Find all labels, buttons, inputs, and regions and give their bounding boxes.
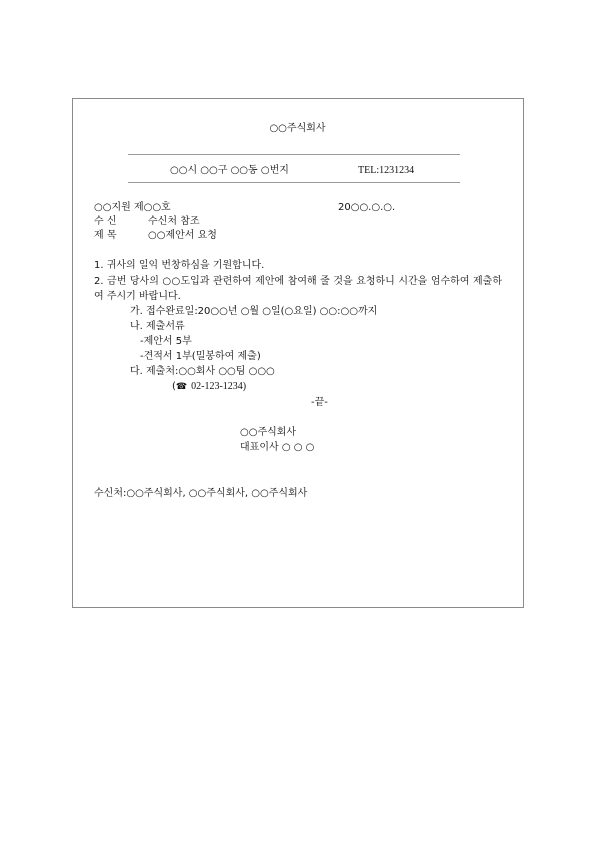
phone-number: 02-123-1234) xyxy=(191,381,247,392)
subject-value: ○○제안서 요청 xyxy=(148,230,217,241)
company-tel: TEL:1231234 xyxy=(358,165,415,176)
doc-number: ○○지원 제○○호 xyxy=(94,202,171,213)
subject-label: 제 목 xyxy=(94,230,117,241)
item-b-proposal: -제안서 5부 xyxy=(140,336,192,347)
company-title: ○○주식회사 xyxy=(269,123,326,134)
paragraph-1: 1. 귀사의 일익 번창하심을 기원합니다. xyxy=(94,260,265,271)
contact-phone xyxy=(172,381,246,393)
phone-open-paren: ( xyxy=(172,381,176,392)
company-address: ○○시 ○○구 ○○동 ○번지 xyxy=(170,165,289,176)
paragraph-2: 2. 금번 당사의 ○○도입과 관련하여 제안에 참여해 줄 것을 요청하니 시간을 엄수하여 제출하여 주시기 바랍니다. xyxy=(94,276,502,302)
header-top-rule xyxy=(128,154,460,155)
item-b-documents: 나. 제출서류 xyxy=(130,321,185,332)
item-a-deadline: 가. 접수완료일:20○○년 ○월 ○일(○요일) ○○:○○까지 xyxy=(130,306,378,317)
item-b-quote: -견적서 1부(밀봉하여 제출) xyxy=(140,351,261,362)
recipient-value: 수신처 참조 xyxy=(148,216,200,227)
header-bottom-rule xyxy=(128,182,460,183)
item-c-submit-to: 다. 제출처:○○회사 ○○팀 ○○○ xyxy=(130,366,275,377)
recipient-list: 수신처:○○주식회사, ○○주식회사, ○○주식회사 xyxy=(94,488,308,499)
phone-icon: ☎ xyxy=(175,382,188,392)
end-mark: -끝- xyxy=(311,397,328,408)
signature-representative: 대표이사 ○ ○ ○ xyxy=(240,442,315,453)
doc-date: 20○○.○.○. xyxy=(338,202,396,213)
recipient-label: 수 신 xyxy=(94,216,117,227)
signature-company: ○○주식회사 xyxy=(240,427,297,438)
